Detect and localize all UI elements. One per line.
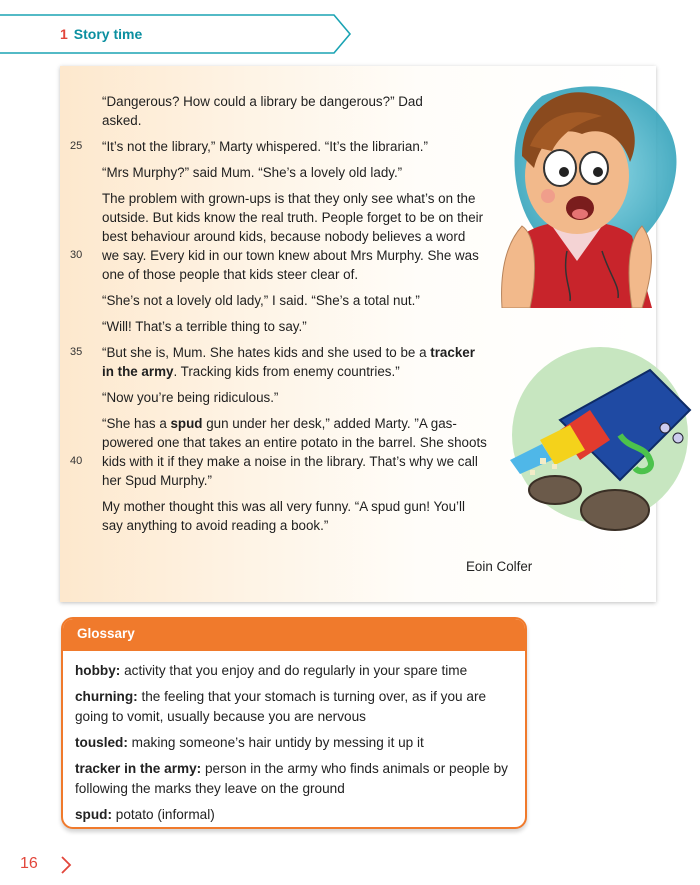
section-header-arrow xyxy=(0,14,352,54)
paragraph-text: “Now you’re being ridiculous.” xyxy=(102,390,279,405)
paragraph-text: “She’s not a lovely old lady,” I said. “She’s a total nut.” xyxy=(102,293,420,308)
glossary-box xyxy=(61,617,527,829)
section-title-text: Story time xyxy=(73,26,143,42)
worried-boy-illustration xyxy=(482,76,678,308)
glossary-item xyxy=(75,805,513,825)
chevron-right-icon[interactable] xyxy=(60,855,72,875)
paragraph-text: “Will! That’s a terrible thing to say.” xyxy=(102,319,307,334)
glossary-term: spud: xyxy=(75,807,112,822)
story-paragraph xyxy=(102,388,512,407)
glossary-item xyxy=(75,661,513,681)
story-paragraph xyxy=(70,189,484,284)
story-paragraph xyxy=(102,92,432,130)
section-header xyxy=(0,14,352,54)
story-text xyxy=(70,92,512,542)
line-number: 25 xyxy=(70,140,83,152)
glossary-item xyxy=(75,687,513,727)
section-number: 1 xyxy=(60,26,68,42)
glossary-title: Glossary xyxy=(63,619,525,651)
story-paragraph xyxy=(70,414,494,490)
glossary-term: tousled: xyxy=(75,735,128,750)
paragraph-text: My mother thought this was all very funny. “A spud gun! You’ll say anything to avoid reading a book.” xyxy=(102,499,465,533)
glossary-term: tracker in the army: xyxy=(75,761,202,776)
paragraph-text: “It’s not the library,” Marty whispered. “It’s the librarian.” xyxy=(102,139,428,154)
line-number: 40 xyxy=(70,455,83,467)
paragraph-text: “Mrs Murphy?” said Mum. “She’s a lovely old lady.” xyxy=(102,165,403,180)
glossary-term: hobby: xyxy=(75,663,121,678)
glossary-term-highlight: tracker in the army xyxy=(102,345,475,379)
line-number: 30 xyxy=(70,249,83,261)
glossary-term: churning: xyxy=(75,689,138,704)
page-number: 16 xyxy=(20,855,38,872)
spud-gun-illustration xyxy=(500,340,696,540)
story-paragraph xyxy=(102,497,472,535)
glossary-item xyxy=(75,759,513,799)
paragraph-text: “Dangerous? How could a library be dangerous?” Dad asked. xyxy=(102,94,423,128)
story-paragraph xyxy=(102,317,512,336)
glossary-term-highlight: spud xyxy=(170,416,203,431)
glossary-item xyxy=(75,733,513,753)
paragraph-text: “But she is, Mum. She hates kids and she used to be a xyxy=(102,345,431,360)
story-paragraph xyxy=(70,343,482,381)
glossary-definition: person in the army who finds animals or people by following the marks they leave on the ground xyxy=(75,761,508,796)
glossary-definition: making someone’s hair untidy by messing it up it xyxy=(127,735,424,750)
paragraph-text: gun under her desk,” added Marty. ”A gas-powered one that takes an entire potato in the barrel. She shoots kids with it if they make a noise in the library. That’s why we call her Spud Murphy.” xyxy=(102,416,487,488)
glossary-definition: potato (informal) xyxy=(112,807,215,822)
story-paragraph xyxy=(70,137,512,156)
glossary-definition: activity that you enjoy and do regularly in your spare time xyxy=(120,663,468,678)
glossary-definition: the feeling that your stomach is turning over, as if you are going to vomit, usually because you are nervous xyxy=(75,689,487,724)
paragraph-text: “She has a xyxy=(102,416,171,431)
line-number: 35 xyxy=(70,346,83,358)
paragraph-text: . Tracking kids from enemy countries.” xyxy=(173,364,400,379)
story-paragraph xyxy=(102,163,512,182)
section-title xyxy=(60,26,142,42)
author-name: Eoin Colfer xyxy=(466,559,533,574)
paragraph-text: The problem with grown-ups is that they only see what’s on the outside. But kids know the real truth. People forget to be on their best behaviour around kids, because nobody believes a word we say. Every kid in our town knew about Mrs Murphy. She was one of those people that kids steer clear of. xyxy=(102,191,484,282)
story-paragraph xyxy=(102,291,512,310)
glossary-list xyxy=(63,651,525,825)
